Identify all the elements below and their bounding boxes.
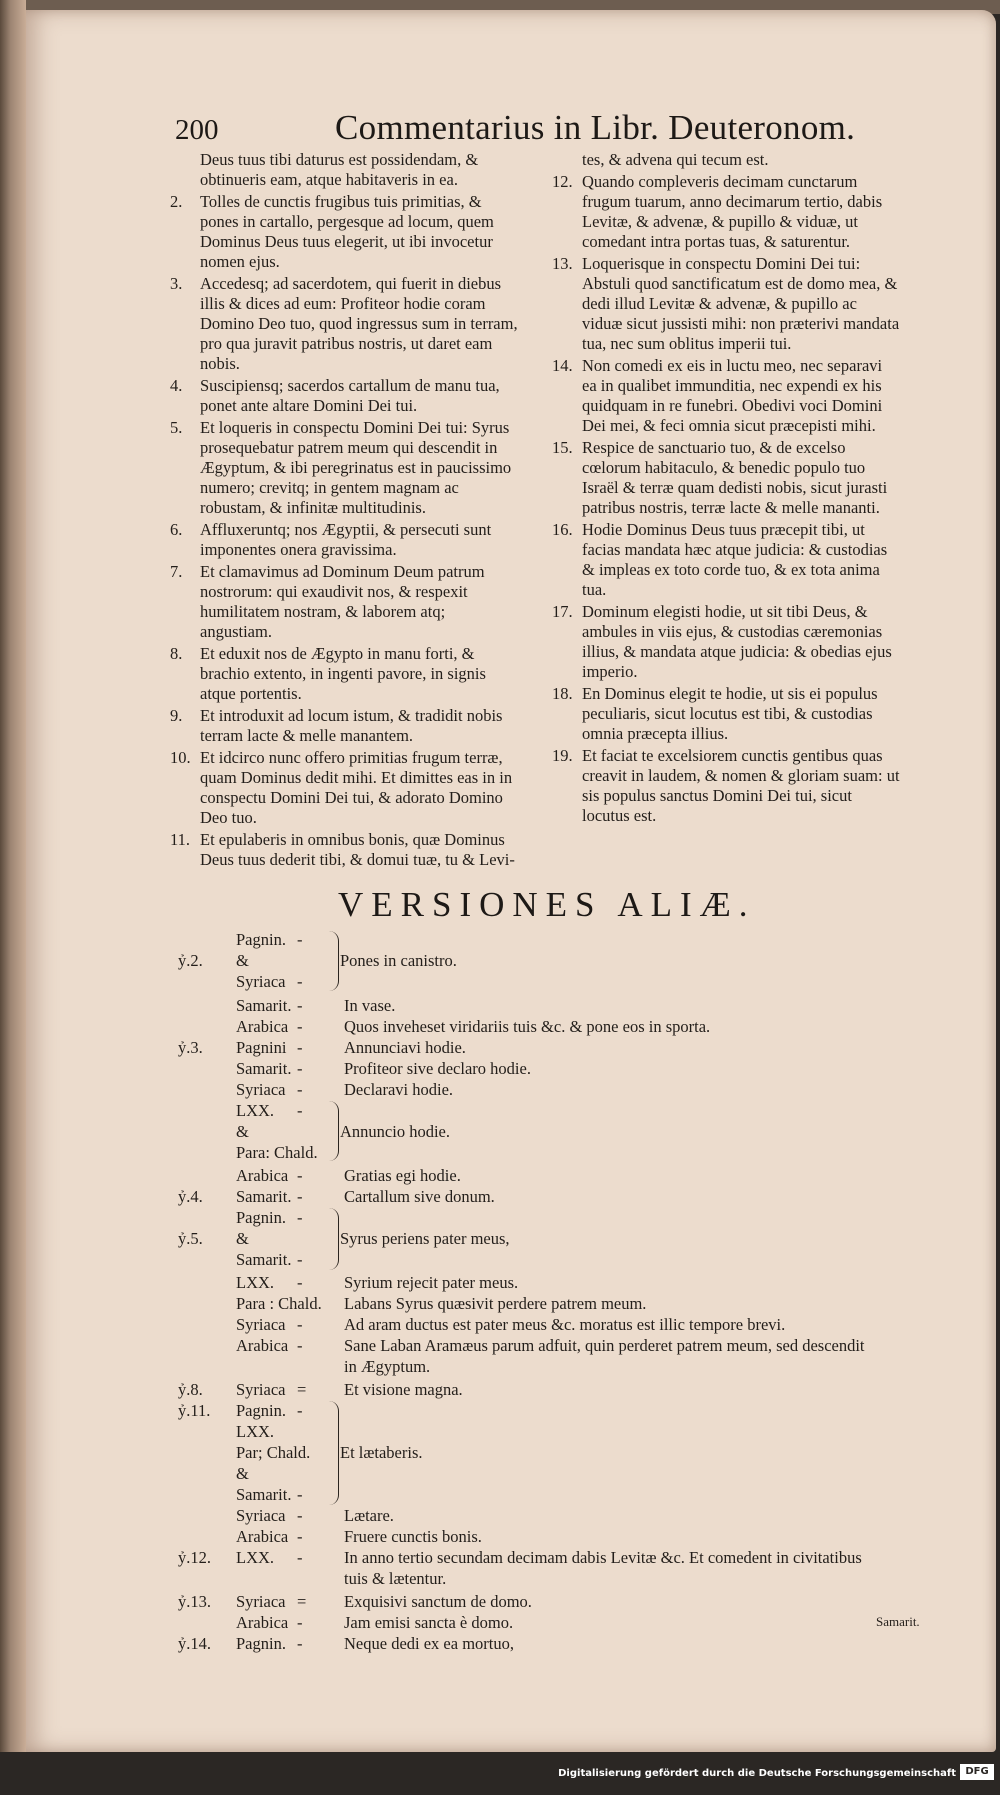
verse-number: 14.	[552, 356, 573, 375]
version-source: Par; Chald.	[236, 1443, 311, 1462]
verse-paragraph	[552, 172, 900, 252]
verse-paragraph	[170, 274, 518, 374]
version-source: &	[236, 1464, 249, 1483]
version-source: &	[236, 951, 249, 970]
version-source: Pagnini	[236, 1038, 287, 1057]
version-source: Para : Chald.	[236, 1294, 322, 1313]
verse-paragraph	[170, 150, 518, 190]
verse-number: 13.	[552, 254, 573, 273]
verse-paragraph	[170, 520, 518, 560]
verse-text: Hodie Dominus Deus tuus præcepit tibi, ut facias mandata hæc atque judicia: & custodias & impleas ex toto corde tuo, & ex tota anima tua.	[582, 520, 888, 599]
verse-paragraph	[552, 150, 900, 170]
verse-number: 9.	[170, 706, 183, 725]
verse-text: Et idcirco nunc offero primitias frugum terræ, quam Dominus dedit mihi. Et dimittes eas in in conspectu Domini Dei tui, & adorato Domino Deo tuo.	[200, 748, 513, 827]
section-title: VERSIONES ALIÆ.	[338, 885, 756, 924]
verse-text: Accedesq; ad sacerdotem, qui fuerit in diebus illis & dices ad eum: Profiteor hodie coram Domino Deo tuo, quod ingressus sum in terram, pro qua juravit patribus nostris, ut daret eam nobis.	[200, 274, 518, 373]
version-dash: -	[297, 1059, 303, 1078]
verse-number: 19.	[552, 746, 573, 765]
version-source: Samarit.	[236, 1059, 292, 1078]
version-dash: -	[297, 1336, 303, 1355]
verse-text: Suscipiensq; sacerdos cartallum de manu tua, ponet ante altare Domini Dei tui.	[200, 376, 500, 415]
version-text: In vase.	[344, 996, 396, 1015]
version-text: Et visione magna.	[344, 1380, 463, 1399]
version-verse-ref: ỷ.2.	[178, 951, 203, 970]
grouping-brace	[322, 1101, 339, 1161]
version-source: LXX.	[236, 1273, 275, 1292]
version-dash: -	[297, 1273, 303, 1292]
version-source: Samarit.	[236, 1187, 292, 1206]
verse-text: tes, & advena qui tecum est.	[582, 150, 769, 169]
version-text: tuis & lætentur.	[344, 1569, 447, 1588]
right-text-column	[552, 150, 900, 828]
grouping-brace	[322, 1401, 339, 1505]
version-source: Pagnin.	[236, 1401, 286, 1420]
verse-text: Dominum elegisti hodie, ut sit tibi Deus, & ambules in viis ejus, & custodias cæremonias illius, & mandata atque judicia: & obedias ejus imperio.	[582, 602, 892, 681]
version-dash: -	[297, 1080, 303, 1099]
verse-text: Non comedi ex eis in luctu meo, nec separavi ea in qualibet immunditia, nec expendi ex his quidquam in re funebri. Obedivi voci Domini Dei mei, & feci omnia sicut præcepisti mihi.	[582, 356, 883, 435]
version-text: Sane Laban Aramæus parum adfuit, quin perderet patrem meum, sed descendit	[344, 1336, 865, 1355]
version-verse-ref: ỷ.12.	[178, 1548, 211, 1567]
verse-number: 8.	[170, 644, 183, 663]
verse-number: 5.	[170, 418, 183, 437]
version-source: Arabica	[236, 1336, 289, 1355]
verse-paragraph	[552, 356, 900, 436]
version-source: Syriaca	[236, 1315, 286, 1334]
verse-paragraph	[170, 830, 518, 870]
verse-number: 3.	[170, 274, 183, 293]
verse-text: Et loqueris in conspectu Domini Dei tui: Syrus prosequebatur patrem meum qui descendit in Ægyptum, & ibi peregrinatus est in paucissimo numero; crevitq; in gentem magnam ac robustam, & infinitæ multitudinis.	[200, 418, 512, 517]
verse-text: Tolles de cunctis frugibus tuis primitias, & pones in cartallo, pergesque ad locum, quem Dominus Deus tuus elegerit, ut ibi invocetur nomen ejus.	[200, 192, 494, 271]
version-dash: -	[297, 1613, 303, 1632]
verse-number: 11.	[170, 830, 191, 849]
version-text: Fruere cunctis bonis.	[344, 1527, 482, 1546]
version-source: Arabica	[236, 1166, 289, 1185]
version-source: Samarit.	[236, 996, 292, 1015]
verse-paragraph	[552, 746, 900, 826]
verse-number: 7.	[170, 562, 183, 581]
version-text: Cartallum sive donum.	[344, 1187, 495, 1206]
version-text: Labans Syrus quæsivit perdere patrem meum.	[344, 1294, 647, 1313]
version-source: LXX.	[236, 1101, 275, 1120]
version-dash: -	[297, 1250, 303, 1269]
verse-number: 16.	[552, 520, 573, 539]
version-source: Pagnin.	[236, 1208, 286, 1227]
verse-paragraph	[170, 192, 518, 272]
verse-number: 17.	[552, 602, 573, 621]
page-header	[175, 108, 875, 154]
version-text: Gratias egi hodie.	[344, 1166, 461, 1185]
verse-text: Et epulaberis in omnibus bonis, quæ Dominus Deus tuus dederit tibi, & domui tuæ, tu & Levi-	[200, 830, 515, 869]
version-text: Jam emisi sancta è domo.	[344, 1613, 514, 1632]
version-text: Exquisivi sanctum de domo.	[344, 1592, 532, 1611]
version-source: Syriaca	[236, 1080, 286, 1099]
verse-paragraph	[552, 684, 900, 744]
catchword: Samarit.	[876, 1614, 920, 1629]
verse-paragraph	[170, 562, 518, 642]
version-dash: =	[297, 1592, 307, 1611]
version-dash: -	[297, 930, 303, 949]
version-dash: -	[297, 1315, 303, 1334]
version-dash: -	[297, 1506, 303, 1525]
brace-reading: Annuncio hodie.	[340, 1122, 450, 1141]
verse-number: 2.	[170, 192, 183, 211]
verse-text: Et introduxit ad locum istum, & tradidit nobis terram lacte & melle manantem.	[200, 706, 503, 745]
verse-text: Et eduxit nos de Ægypto in manu forti, & brachio extento, in ingenti pavore, in signis atque portentis.	[200, 644, 486, 703]
verse-paragraph	[170, 644, 518, 704]
version-text: Quos inveheset viridariis tuis &c. & pone eos in sporta.	[344, 1017, 711, 1036]
version-dash: -	[297, 1485, 303, 1504]
brace-reading: Syrus periens pater meus,	[340, 1229, 510, 1248]
verse-paragraph	[552, 438, 900, 518]
page-number: 200	[175, 114, 219, 146]
verse-number: 12.	[552, 172, 573, 191]
version-source: Syriaca	[236, 1380, 286, 1399]
left-text-column	[170, 150, 518, 872]
version-verse-ref: ỷ.11.	[178, 1401, 211, 1420]
version-source: Pagnin.	[236, 1634, 286, 1653]
digitization-credit: Digitalisierung gefördert durch die Deutsche Forschungsgemeinschaft	[558, 1768, 956, 1779]
version-source: Syriaca	[236, 972, 286, 991]
version-source: Para: Chald.	[236, 1143, 318, 1162]
version-source: &	[236, 1122, 249, 1141]
version-dash: -	[297, 996, 303, 1015]
version-source: Syriaca	[236, 1506, 286, 1525]
version-dash: -	[297, 1166, 303, 1185]
version-dash: -	[297, 1187, 303, 1206]
version-text: Syrium rejecit pater meus.	[344, 1273, 519, 1292]
verse-number: 10.	[170, 748, 191, 767]
version-dash: =	[297, 1380, 307, 1399]
verse-number: 18.	[552, 684, 573, 703]
version-verse-ref: ỷ.8.	[178, 1380, 203, 1399]
version-source: LXX.	[236, 1422, 275, 1441]
verse-paragraph	[170, 376, 518, 416]
version-dash: -	[297, 1038, 303, 1057]
version-source: Samarit.	[236, 1250, 292, 1269]
brace-reading: Pones in canistro.	[340, 951, 457, 970]
verse-paragraph	[552, 520, 900, 600]
book-spine-edge	[0, 0, 26, 1795]
version-verse-ref: ỷ.13.	[178, 1592, 211, 1611]
running-title: Commentarius in Libr. Deuteronom.	[335, 108, 856, 147]
version-source: &	[236, 1229, 249, 1248]
version-verse-ref: ỷ.3.	[178, 1038, 203, 1057]
version-dash: -	[297, 972, 303, 991]
version-text: Annunciavi hodie.	[344, 1038, 466, 1057]
version-source: Pagnin.	[236, 930, 286, 949]
verse-text: Affluxeruntq; nos Ægyptii, & persecuti sunt imponentes onera gravissima.	[200, 520, 492, 559]
version-text: Lætare.	[344, 1506, 394, 1525]
version-source: Arabica	[236, 1017, 289, 1036]
version-dash: -	[297, 1017, 303, 1036]
version-verse-ref: ỷ.4.	[178, 1187, 203, 1206]
dfg-logo: DFG	[960, 1764, 994, 1780]
brace-reading: Et lætaberis.	[340, 1443, 423, 1462]
verse-text: Deus tuus tibi daturus est possidendam, & obtinueris eam, atque habitaveris in ea.	[200, 150, 479, 189]
version-text: Neque dedi ex ea mortuo,	[344, 1634, 514, 1653]
version-text: Declaravi hodie.	[344, 1080, 454, 1099]
verse-paragraph	[170, 748, 518, 828]
verse-paragraph	[552, 254, 900, 354]
version-text: in Ægyptum.	[344, 1357, 431, 1376]
version-dash: -	[297, 1401, 303, 1420]
verse-paragraph	[170, 418, 518, 518]
version-dash: -	[297, 1208, 303, 1227]
version-text: Ad aram ductus est pater meus &c. moratus est illic tempore brevi.	[344, 1315, 786, 1334]
version-verse-ref: ỷ.14.	[178, 1634, 211, 1653]
version-text: Profiteor sive declaro hodie.	[344, 1059, 531, 1078]
version-source: LXX.	[236, 1548, 275, 1567]
verse-text: Respice de sanctuario tuo, & de excelso cœlorum habitaculo, & benedic populo tuo Israël & terræ quam dedisti nobis, sicut jurasti patribus nostris, terræ lacte & melle mananti.	[582, 438, 888, 517]
verse-number: 6.	[170, 520, 183, 539]
version-verse-ref: ỷ.5.	[178, 1229, 203, 1248]
version-text: In anno tertio secundam decimam dabis Levitæ &c. Et comedent in civitatibus	[344, 1548, 862, 1567]
version-dash: -	[297, 1101, 303, 1120]
verse-number: 15.	[552, 438, 573, 457]
grouping-brace	[322, 1208, 339, 1270]
version-dash: -	[297, 1527, 303, 1546]
verse-text: Et clamavimus ad Dominum Deum patrum nostrorum: qui exaudivit nos, & respexit humilitatem nostram, & laborem atq; angustiam.	[200, 562, 485, 641]
verse-text: Loquerisque in conspectu Domini Dei tui: Abstuli quod sanctificatum est de domo mea, & dedi illud Levitæ & advenæ, & pupillo ac viduæ sicut jussisti mihi: non præterivi mandata tua, nec sum oblitus imperii tui.	[582, 254, 900, 353]
version-source: Samarit.	[236, 1485, 292, 1504]
verse-number: 4.	[170, 376, 183, 395]
version-source: Arabica	[236, 1613, 289, 1632]
verse-text: En Dominus elegit te hodie, ut sis ei populus peculiaris, sicut locutus est tibi, & custodias omnia præcepta illius.	[582, 684, 878, 743]
grouping-brace	[322, 931, 339, 991]
version-dash: -	[297, 1634, 303, 1653]
version-dash: -	[297, 1548, 303, 1567]
verse-text: Et faciat te excelsiorem cunctis gentibus quas creavit in laudem, & nomen & gloriam suam: ut sis populus sanctus Domini Dei tui, sicut locutus est.	[582, 746, 900, 825]
verse-text: Quando compleveris decimam cunctarum frugum tuarum, anno decimarum tertio, dabis Levitæ, & advenæ, & pupillo & viduæ, ut comedant intra portas tuas, & saturentur.	[582, 172, 883, 251]
verse-paragraph	[170, 706, 518, 746]
version-source: Arabica	[236, 1527, 289, 1546]
verse-paragraph	[552, 602, 900, 682]
version-source: Syriaca	[236, 1592, 286, 1611]
